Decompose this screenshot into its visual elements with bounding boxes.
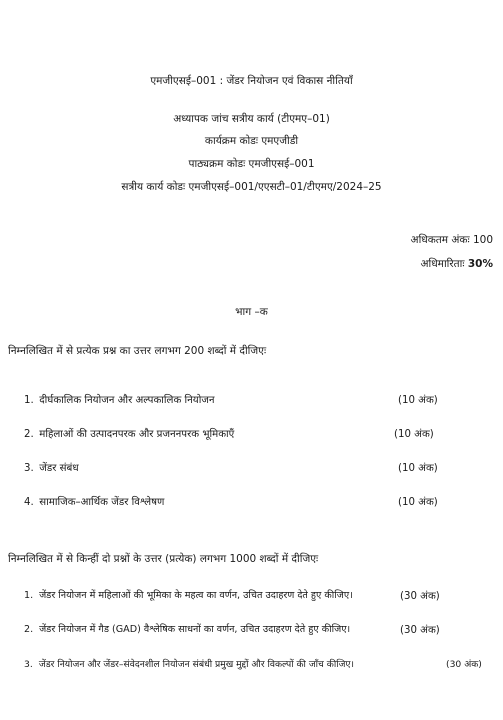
weightage-label: अधिमारिताः [420,258,465,270]
course-code: पाठ्यक्रम कोडः एमजीएसई–001 [188,158,315,170]
part2-question-1: 1. जेंडर नियोजन में महिलाओं की भूमिका के महत्व का वर्णन, उचित उदाहरण देते हुए कीजिए। [24,590,353,601]
section-title: भाग –क [235,306,268,318]
part2-question-2: 2. जेंडर नियोजन में गैड (GAD) वैश्लेषिक साधनों का वर्णन, उचित उदाहरण देते हुए कीजिए। [24,624,351,635]
part2-question-2-marks: (30 अंक) [400,625,440,636]
weightage [420,257,493,271]
part1-question-3-marks: (10 अंक) [398,463,438,474]
part1-question-1: 1. दीर्घकालिक नियोजन और अल्पकालिक नियोजन [24,395,215,406]
programme-code: कार्यक्रम कोडः एमएजीडी [204,135,299,147]
part2-instruction: निम्नलिखित में से किन्हीं दो प्रश्नों के उत्तर (प्रत्येक) लगभग 1000 शब्दों में दीजिएः [8,553,319,565]
part1-question-4-marks: (10 अंक) [398,497,438,508]
part1-question-4: 4. सामाजिक–आर्थिक जेंडर विश्लेषण [24,497,165,508]
part1-instruction: निम्नलिखित में से प्रत्येक प्रश्न का उत्तर लगभग 200 शब्दों में दीजिएः [8,345,267,357]
assignment-type: अध्यापक जांच सत्रीय कार्य (टीएमए–01) [173,113,330,125]
part1-question-3: 3. जेंडर संबंध [24,463,79,474]
max-marks: अधिकतम अंकः 100 [410,234,493,246]
part1-question-2-marks: (10 अंक) [394,429,434,440]
part2-question-3: 3. जेंडर नियोजन और जेंडर–संवेदनशील नियोजन संबंधी प्रमुख मुद्दों और विकल्पों की जाँच कीजिए। [24,659,354,670]
part2-question-3-marks: (30 अंक) [446,659,482,670]
part1-question-2: 2. महिलाओं की उत्पादनपरक और प्रजननपरक भूमिकाएँ [24,429,235,440]
part1-question-1-marks: (10 अंक) [398,395,438,406]
part2-question-1-marks: (30 अंक) [400,591,440,602]
weightage-value: 30% [467,258,493,270]
course-title: एमजीएसई–001 : जेंडर नियोजन एवं विकास नीतियाँ [150,75,353,87]
assignment-code: सत्रीय कार्य कोडः एमजीएसई–001/एएसटी–01/टीएमए/2024–25 [121,181,382,193]
